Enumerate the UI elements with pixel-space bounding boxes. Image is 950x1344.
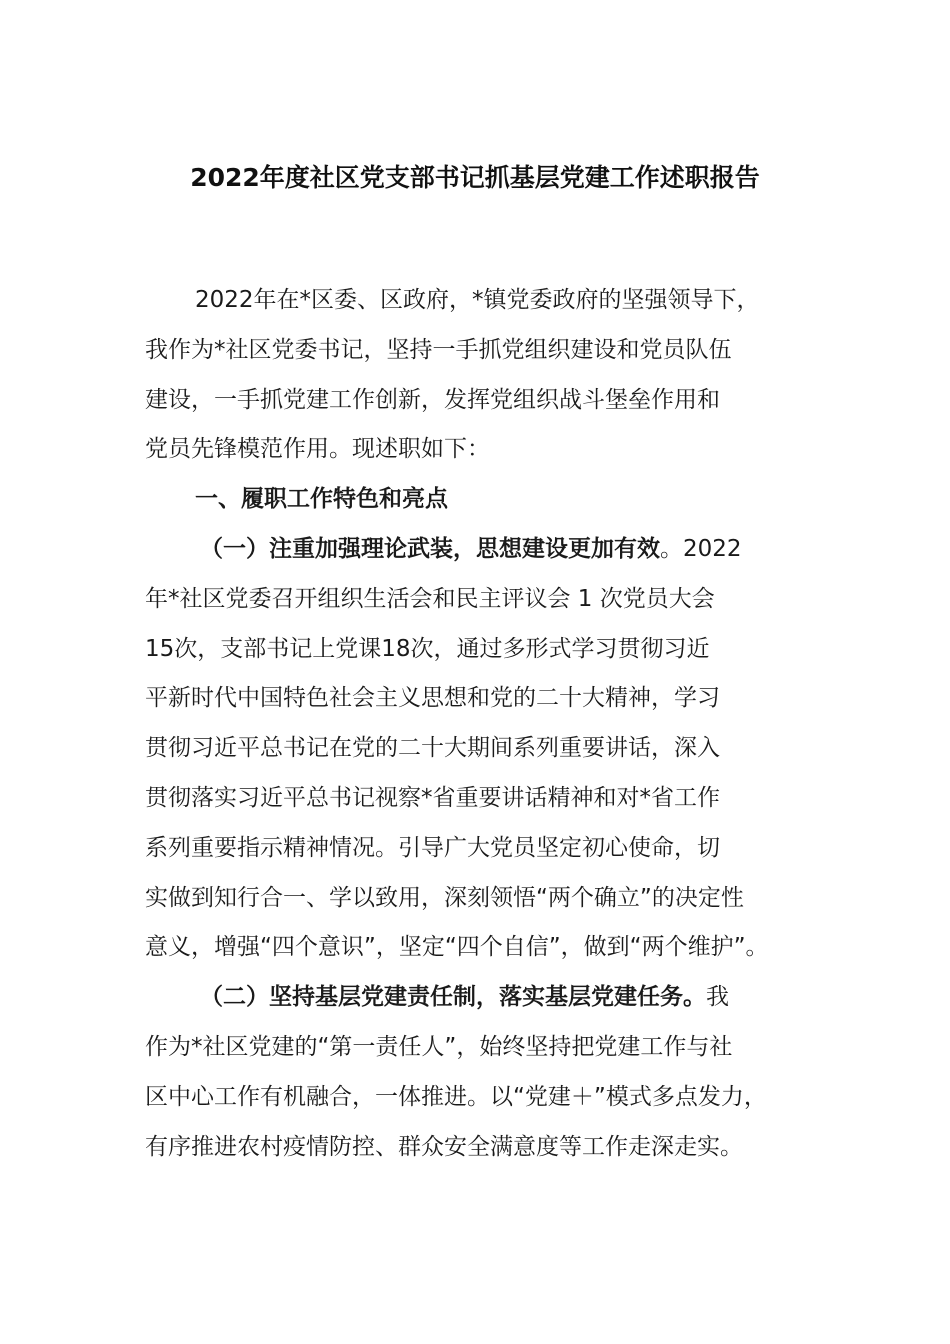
section-heading: 一、履职工作特色和亮点	[195, 486, 448, 513]
paragraph-line: 区中心工作有机融合，一体推进。以“党建＋”模式多点发力，	[145, 1083, 767, 1110]
paragraph-line: 建设，一手抓党建工作创新，发挥党组织战斗堡垒作用和	[145, 386, 720, 413]
document-title: 2022年度社区党支部书记抓基层党建工作述职报告	[190, 163, 760, 192]
subsection-heading: （二）坚持基层党建责任制，落实基层党建任务。	[200, 984, 706, 1011]
paragraph-line: 贯彻习近平总书记在党的二十大期间系列重要讲话，深入	[145, 735, 720, 762]
paragraph-line: 贯彻落实习近平总书记视察*省重要讲话精神和对*省工作	[145, 784, 720, 811]
paragraph-line: 年*社区党委召开组织生活会和民主评议会 1 次党员大会	[145, 585, 715, 612]
paragraph-line: 有序推进农村疫情防控、群众安全满意度等工作走深走实。	[145, 1133, 743, 1160]
paragraph-line: 意义，增强“四个意识”，坚定“四个自信”，做到“两个维护”。	[145, 934, 769, 961]
paragraph-text: 我	[706, 984, 729, 1011]
paragraph-text: 。2022	[660, 535, 742, 562]
subsection-line	[145, 973, 835, 1023]
paragraph-line: 2022年在*区委、区政府，*镇党委政府的坚强领导下，	[195, 287, 760, 313]
document-body	[145, 276, 835, 1172]
paragraph-line: 15次，支部书记上党课18次，通过多形式学习贯彻习近	[145, 635, 710, 662]
paragraph-line: 作为*社区党建的“第一责任人”，始终坚持把党建工作与社	[145, 1033, 733, 1060]
subsection-line	[145, 525, 835, 575]
paragraph-line: 系列重要指示精神情况。引导广大党员坚定初心使命，切	[145, 834, 720, 861]
subsection-heading: （一）注重加强理论武装，思想建设更加有效	[200, 535, 660, 562]
paragraph-line: 我作为*社区党委书记，坚持一手抓党组织建设和党员队伍	[145, 336, 732, 363]
paragraph-line: 党员先锋模范作用。现述职如下：	[145, 436, 490, 463]
paragraph-line: 实做到知行合一、学以致用，深刻领悟“两个确立”的决定性	[145, 884, 744, 911]
paragraph-line: 平新时代中国特色社会主义思想和党的二十大精神，学习	[145, 685, 720, 712]
